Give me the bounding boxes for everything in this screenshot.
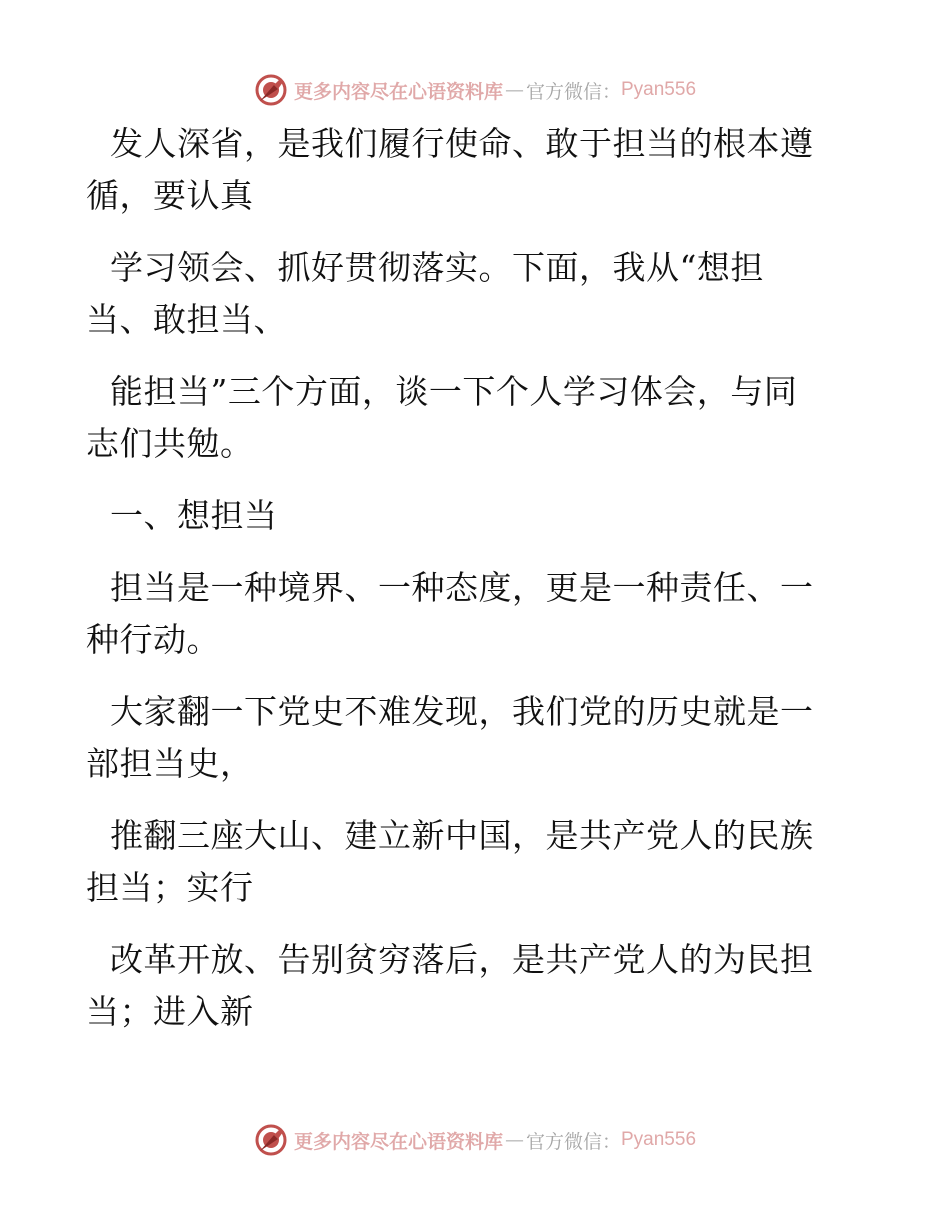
paragraph-line: 发人深省，是我们履行使命、敢于担当的根本遵	[110, 124, 814, 163]
paragraph-line: 担当是一种境界、一种态度，更是一种责任、一	[110, 568, 814, 607]
header-wechat-label: 官方微信：	[525, 80, 621, 103]
paragraph-line: 推翻三座大山、建立新中国，是共产党人的民族	[110, 816, 814, 855]
header-banner	[0, 70, 950, 110]
section-heading	[98, 490, 838, 542]
section-heading-text: 一、想担当	[110, 496, 278, 535]
paragraph-line: 循，要认真	[86, 176, 254, 215]
footer-wechat-id: Pyan556	[621, 1129, 697, 1150]
paragraph-1	[86, 118, 838, 222]
header-wechat-id: Pyan556	[621, 79, 697, 100]
paragraph-line: 大家翻一下党史不难发现，我们党的历史就是一	[110, 692, 814, 731]
paragraph-line: 当、敢担当、	[86, 300, 287, 339]
pen-nib-logo-icon	[254, 73, 288, 107]
paragraph-6	[86, 686, 838, 790]
footer-brand-text: 更多内容尽在心语资料库	[293, 1130, 503, 1153]
paragraph-line: 能担当”三个方面，谈一下个人学习体会，与同	[110, 372, 798, 411]
header-brand-text: 更多内容尽在心语资料库	[293, 80, 503, 103]
paragraph-line: 部担当史，	[86, 744, 254, 783]
paragraph-8	[86, 934, 838, 1038]
footer-separator: —	[504, 1129, 524, 1151]
footer-banner	[0, 1120, 950, 1160]
paragraph-line: 种行动。	[86, 620, 220, 659]
paragraph-line: 改革开放、告别贫穷落后，是共产党人的为民担	[110, 940, 814, 979]
paragraph-2	[86, 242, 838, 346]
paragraph-line: 学习领会、抓好贯彻落实。下面，我从“想担	[110, 248, 764, 287]
paragraph-line: 当；进入新	[86, 992, 254, 1031]
paragraph-5	[86, 562, 838, 666]
pen-nib-logo-icon	[254, 1123, 288, 1157]
header-separator: —	[504, 79, 524, 101]
paragraph-line: 志们共勉。	[86, 424, 254, 463]
paragraph-7	[86, 810, 838, 914]
paragraph-3	[86, 366, 838, 470]
paragraph-line: 担当；实行	[86, 868, 254, 907]
footer-wechat-label: 官方微信：	[525, 1130, 621, 1153]
document-body	[86, 118, 838, 1058]
